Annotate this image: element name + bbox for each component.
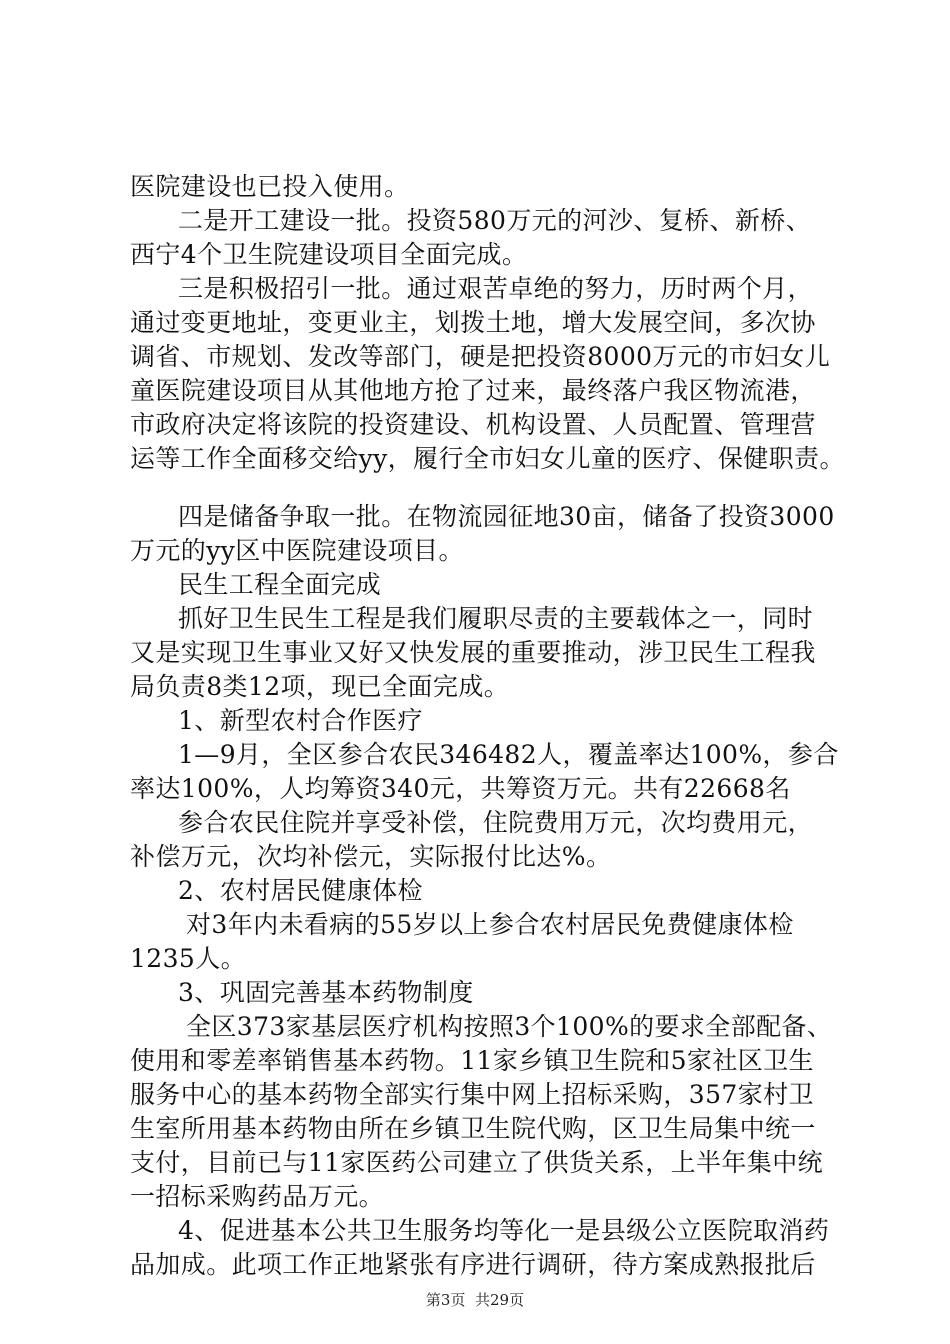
text-line: 通过变更地址，变更业主，划拨土地，增大发展空间，多次协: [130, 308, 816, 337]
text-line: 1—9月，全区参合农民346482人，覆盖率达100%，参合: [178, 740, 839, 769]
text-line: 运等工作全面移交给yy，履行全市妇女儿童的医疗、保健职责。: [130, 444, 845, 473]
text-line: 医院建设也已投入使用。: [130, 172, 410, 201]
text-line: 童医院建设项目从其他地方抢了过来，最终落户我区物流港，: [130, 376, 816, 405]
text-line: 万元的yy区中医院建设项目。: [130, 536, 464, 565]
text-line: 品加成。此项工作正地紧张有序进行调研，待方案成熟报批后: [130, 1250, 816, 1279]
text-line: 四是储备争取一批。在物流园征地30亩，储备了投资3000: [178, 502, 835, 531]
text-line: 又是实现卫生事业又好又快发展的重要推动，涉卫民生工程我: [130, 638, 816, 667]
subsection-heading: 1、新型农村合作医疗: [178, 706, 423, 735]
text-line: 二是开工建设一批。投资580万元的河沙、复桥、新桥、: [178, 206, 812, 235]
text-line: 一招标采购药品万元。: [130, 1182, 385, 1211]
text-line: 三是积极招引一批。通过艰苦卓绝的努力，历时两个月，: [178, 274, 814, 303]
text-line: 生室所用基本药物由所在乡镇卫生院代购，区卫生局集中统一: [130, 1114, 816, 1143]
text-line: 支付，目前已与11家医药公司建立了供货关系，上半年集中统: [130, 1148, 824, 1177]
text-line: 对3年内未看病的55岁以上参合农村居民免费健康体检: [186, 910, 794, 939]
page-footer: 第3页 共29页: [425, 1291, 525, 1309]
text-line: 补偿万元，次均补偿元，实际报付比达%。: [130, 842, 612, 871]
text-line: 1235人。: [130, 944, 247, 973]
text-line: 抓好卫生民生工程是我们履职尽责的主要载体之一，同时: [178, 604, 814, 633]
text-line: 全区373家基层医疗机构按照3个100%的要求全部配备、: [186, 1012, 833, 1041]
text-line: 局负责8类12项，现已全面完成。: [130, 672, 510, 701]
subsection-heading: 2、农村居民健康体检: [178, 876, 423, 905]
text-line: 率达100%，人均筹资340元，共筹资万元。共有22668名: [130, 774, 791, 803]
subsection-heading: 4、促进基本公共卫生服务均等化一是县级公立医院取消药: [178, 1216, 830, 1245]
text-line: 市政府决定将该院的投资建设、机构设置、人员配置、管理营: [130, 410, 816, 439]
text-line: 参合农民住院并享受补偿，住院费用万元，次均费用元，: [178, 808, 814, 837]
text-line: 西宁4个卫生院建设项目全面完成。: [130, 240, 528, 269]
subsection-heading: 3、巩固完善基本药物制度: [178, 978, 474, 1007]
section-heading: 民生工程全面完成: [178, 570, 382, 599]
text-line: 调省、市规划、发改等部门，硬是把投资8000万元的市妇女儿: [130, 342, 831, 371]
text-line: 服务中心的基本药物全部实行集中网上招标采购，357家村卫: [130, 1080, 814, 1109]
text-line: 使用和零差率销售基本药物。11家乡镇卫生院和5家社区卫生: [130, 1046, 814, 1075]
